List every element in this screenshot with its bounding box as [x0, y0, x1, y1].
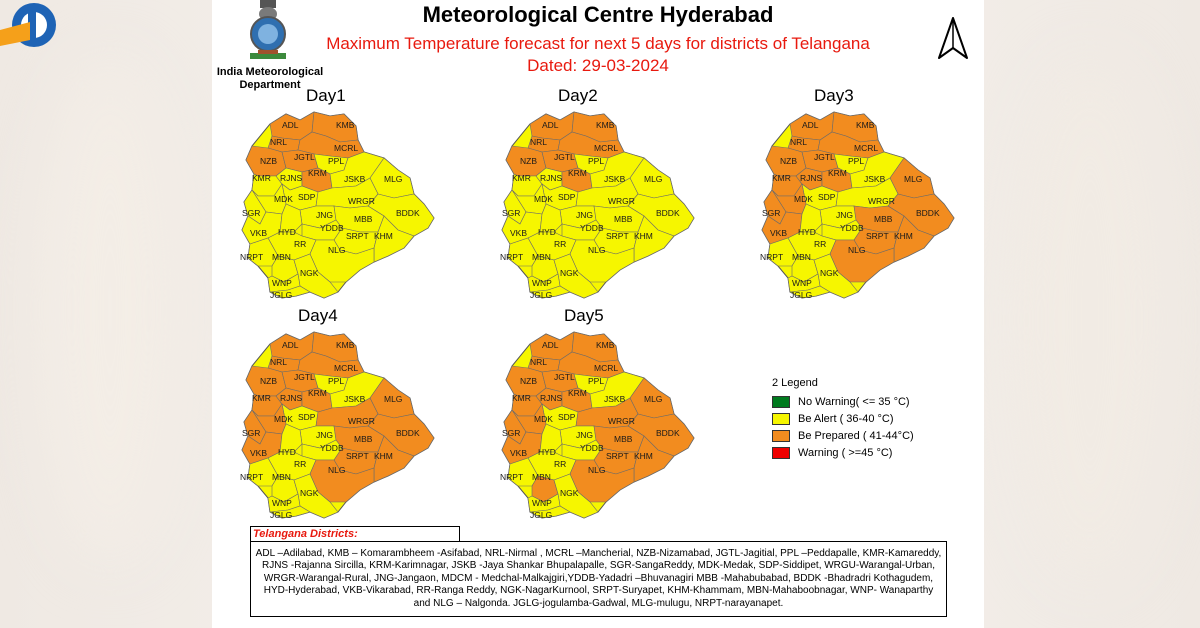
day3-label: Day3 — [814, 86, 854, 105]
district-label-sgr: SGR — [242, 428, 261, 438]
district-label-jskb: JSKB — [864, 174, 886, 184]
district-label-srpt: SRPT — [606, 451, 629, 461]
district-label-mcrl: MCRL — [594, 363, 619, 373]
district-label-hyd: HYD — [538, 227, 556, 237]
district-label-krm: KRM — [568, 168, 587, 178]
background-blur-right — [1010, 60, 1170, 580]
district-label-nrpt: NRPT — [760, 252, 784, 262]
district-label-bddk: BDDK — [656, 208, 680, 218]
district-label-sdp: SDP — [558, 412, 576, 422]
district-label-wrgr: WRGR — [348, 416, 375, 426]
district-label-vkb: VKB — [770, 228, 788, 238]
district-label-bddk: BDDK — [916, 208, 940, 218]
district-label-mbn: MBN — [272, 472, 291, 482]
district-label-srpt: SRPT — [606, 231, 629, 241]
district-label-nlg: NLG — [328, 465, 346, 475]
district-label-rjns: RJNS — [280, 173, 303, 183]
district-label-mdk: MDK — [794, 194, 813, 204]
district-label-mlg: MLG — [384, 394, 403, 404]
district-label-yddb: YDDB — [840, 223, 864, 233]
district-label-kmb: KMB — [336, 340, 355, 350]
district-label-ngk: NGK — [300, 488, 319, 498]
district-label-hyd: HYD — [798, 227, 816, 237]
district-label-srpt: SRPT — [346, 231, 369, 241]
legend-label: Be Alert ( 36-40 °C) — [798, 412, 894, 425]
legend-label: Be Prepared ( 41-44°C) — [798, 429, 914, 442]
district-label-wrgr: WRGR — [608, 196, 635, 206]
district-label-hyd: HYD — [278, 227, 296, 237]
district-label-jng: JNG — [576, 430, 593, 440]
district-label-sdp: SDP — [558, 192, 576, 202]
district-label-jgtl: JGTL — [814, 152, 835, 162]
legend-label: Warning ( >=45 °C) — [798, 446, 893, 459]
district-label-adl: ADL — [802, 120, 819, 130]
district-label-kmr: KMR — [512, 173, 531, 183]
district-label-mbn: MBN — [532, 472, 551, 482]
day3-map — [758, 106, 964, 302]
legend-swatch-orange — [772, 430, 790, 442]
day2-map — [498, 106, 704, 302]
district-label-yddb: YDDB — [320, 443, 344, 453]
district-label-wnp: WNP — [272, 278, 292, 288]
district-label-khm: KHM — [634, 231, 653, 241]
day1-map — [238, 106, 444, 302]
district-label-jng: JNG — [576, 210, 593, 220]
district-label-ngk: NGK — [560, 488, 579, 498]
legend-item-warning — [772, 444, 914, 461]
district-label-sgr: SGR — [502, 208, 521, 218]
district-label-nrpt: NRPT — [240, 472, 264, 482]
district-label-nrpt: NRPT — [500, 472, 524, 482]
district-label-nlg: NLG — [328, 245, 346, 255]
district-label-sdp: SDP — [298, 412, 316, 422]
district-label-kmb: KMB — [336, 120, 355, 130]
district-label-ngk: NGK — [560, 268, 579, 278]
page-subtitle: Maximum Temperature forecast for next 5 days for districts of Telangana — [326, 34, 870, 53]
legend-title: 2 Legend — [772, 377, 818, 389]
district-label-mlg: MLG — [644, 394, 663, 404]
districts-line: ADL –Adilabad, KMB – Komarambheem -Asifabad, NRL-Nirmal , MCRL –Mancherial, NZB-Nizamabad, JGTL-Jagitial, PPL –Peddapalle, KMR-Kamareddy, — [255, 548, 942, 559]
district-label-mcrl: MCRL — [334, 143, 359, 153]
district-label-nlg: NLG — [848, 245, 866, 255]
district-label-rjns: RJNS — [800, 173, 823, 183]
district-label-ppl: PPL — [588, 156, 605, 166]
district-label-nzb: NZB — [260, 376, 277, 386]
district-label-mbn: MBN — [272, 252, 291, 262]
district-label-nzb: NZB — [520, 156, 537, 166]
district-label-srpt: SRPT — [346, 451, 369, 461]
district-label-krm: KRM — [568, 388, 587, 398]
district-label-kmr: KMR — [512, 393, 531, 403]
district-label-srpt: SRPT — [866, 231, 889, 241]
district-label-khm: KHM — [374, 231, 393, 241]
district-label-mbb: MBB — [874, 214, 893, 224]
page-title: Meteorological Centre Hyderabad — [422, 2, 774, 27]
district-label-mdk: MDK — [274, 414, 293, 424]
district-label-ppl: PPL — [328, 376, 345, 386]
district-label-nrl: NRL — [270, 137, 288, 147]
district-label-mlg: MLG — [384, 174, 403, 184]
district-label-jskb: JSKB — [344, 394, 366, 404]
district-label-jglg: JGLG — [530, 510, 553, 520]
district-label-mbb: MBB — [354, 214, 373, 224]
district-label-jskb: JSKB — [604, 394, 626, 404]
district-label-khm: KHM — [894, 231, 913, 241]
legend-swatch-green — [772, 396, 790, 408]
district-label-ppl: PPL — [588, 376, 605, 386]
district-label-wnp: WNP — [272, 498, 292, 508]
district-label-jglg: JGLG — [270, 510, 293, 520]
district-label-rr: RR — [814, 239, 827, 249]
district-label-nlg: NLG — [588, 465, 606, 475]
district-label-bddk: BDDK — [396, 208, 420, 218]
district-label-nlg: NLG — [588, 245, 606, 255]
district-label-nrpt: NRPT — [500, 252, 524, 262]
district-label-nzb: NZB — [260, 156, 277, 166]
district-label-sdp: SDP — [298, 192, 316, 202]
district-label-nzb: NZB — [780, 156, 797, 166]
district-label-mdk: MDK — [534, 194, 553, 204]
day2-label: Day2 — [558, 86, 598, 105]
district-label-mbn: MBN — [532, 252, 551, 262]
district-label-vkb: VKB — [510, 448, 528, 458]
district-label-wrgr: WRGR — [868, 196, 895, 206]
district-label-mbb: MBB — [354, 434, 373, 444]
district-label-kmb: KMB — [596, 120, 615, 130]
district-label-mlg: MLG — [644, 174, 663, 184]
district-label-hyd: HYD — [278, 447, 296, 457]
district-label-jskb: JSKB — [604, 174, 626, 184]
brand-logo-icon — [0, 0, 62, 52]
background-blur-left — [40, 60, 180, 560]
district-label-adl: ADL — [282, 340, 299, 350]
district-label-vkb: VKB — [250, 228, 268, 238]
districts-line: and NLG – Nalgonda. JGLG-jogulamba-Gadwal, MLG-mulugu, NRPT-narayanapet. — [413, 597, 784, 609]
forecast-sheet — [212, 0, 984, 628]
district-label-nrpt: NRPT — [240, 252, 264, 262]
forecast-date: Dated: 29-03-2024 — [527, 56, 669, 75]
district-label-krm: KRM — [828, 168, 847, 178]
district-label-vkb: VKB — [510, 228, 528, 238]
districts-line: WRGR-Warangal-Rural, JNG-Jangaon, MDCM - Medchal-Malkajgiri,YDDB-Yadadri –Bhuvanagiri MBB -Mahabubabad, BDDK -Bhadradri Kothagudem, — [263, 572, 934, 584]
district-label-jgtl: JGTL — [554, 152, 575, 162]
district-label-jng: JNG — [316, 210, 333, 220]
day5-label: Day5 — [564, 306, 604, 325]
district-label-khm: KHM — [374, 451, 393, 461]
district-label-sdp: SDP — [818, 192, 836, 202]
district-label-jglg: JGLG — [270, 290, 293, 300]
district-label-rjns: RJNS — [540, 173, 563, 183]
legend-item-be-alert — [772, 410, 914, 427]
districts-line: RJNS -Rajanna Sircilla, KRM-Karimnagar, JSKB -Jaya Shankar Bhupalapalle, SGR-SangaReddy, MDK-Medak, SDP-Siddipet, WRGU-Warangal-Urban, — [261, 560, 936, 572]
district-label-mbb: MBB — [614, 434, 633, 444]
district-label-sgr: SGR — [762, 208, 781, 218]
legend-swatch-yellow — [772, 413, 790, 425]
district-label-wnp: WNP — [532, 278, 552, 288]
legend-swatch-red — [772, 447, 790, 459]
district-label-kmb: KMB — [596, 340, 615, 350]
district-label-kmr: KMR — [252, 173, 271, 183]
day5-map — [498, 326, 704, 522]
district-label-mcrl: MCRL — [854, 143, 879, 153]
district-label-jglg: JGLG — [530, 290, 553, 300]
district-label-krm: KRM — [308, 168, 327, 178]
district-label-vkb: VKB — [250, 448, 268, 458]
district-label-ngk: NGK — [820, 268, 839, 278]
district-label-yddb: YDDB — [320, 223, 344, 233]
district-label-mdk: MDK — [274, 194, 293, 204]
district-label-rr: RR — [294, 459, 307, 469]
district-label-mdk: MDK — [534, 414, 553, 424]
district-label-sgr: SGR — [242, 208, 261, 218]
district-label-mbn: MBN — [792, 252, 811, 262]
district-label-nrl: NRL — [790, 137, 808, 147]
legend-label: No Warning( <= 35 °C) — [798, 395, 910, 408]
district-label-rr: RR — [294, 239, 307, 249]
district-label-jng: JNG — [836, 210, 853, 220]
district-label-jng: JNG — [316, 430, 333, 440]
legend — [772, 377, 914, 461]
districts-title: Telangana Districts: — [250, 526, 460, 542]
department-name: India Meteorological Department — [216, 66, 324, 91]
district-label-kmr: KMR — [252, 393, 271, 403]
district-label-sgr: SGR — [502, 428, 521, 438]
district-label-jskb: JSKB — [344, 174, 366, 184]
day1-label: Day1 — [306, 86, 346, 105]
district-label-wnp: WNP — [792, 278, 812, 288]
district-label-rjns: RJNS — [540, 393, 563, 403]
district-label-ngk: NGK — [300, 268, 319, 278]
district-label-krm: KRM — [308, 388, 327, 398]
district-label-nzb: NZB — [520, 376, 537, 386]
district-label-jgtl: JGTL — [294, 372, 315, 382]
legend-item-no-warning — [772, 393, 914, 410]
district-label-jglg: JGLG — [790, 290, 813, 300]
district-label-ppl: PPL — [328, 156, 345, 166]
day4-label: Day4 — [298, 306, 338, 325]
district-label-bddk: BDDK — [656, 428, 680, 438]
district-label-mcrl: MCRL — [594, 143, 619, 153]
district-label-mbb: MBB — [614, 214, 633, 224]
district-label-mcrl: MCRL — [334, 363, 359, 373]
district-label-kmr: KMR — [772, 173, 791, 183]
district-label-rjns: RJNS — [280, 393, 303, 403]
district-label-jgtl: JGTL — [294, 152, 315, 162]
district-label-rr: RR — [554, 459, 567, 469]
district-label-wnp: WNP — [532, 498, 552, 508]
district-label-ppl: PPL — [848, 156, 865, 166]
district-label-wrgr: WRGR — [348, 196, 375, 206]
district-label-adl: ADL — [542, 120, 559, 130]
district-label-yddb: YDDB — [580, 443, 604, 453]
district-label-adl: ADL — [542, 340, 559, 350]
district-label-nrl: NRL — [530, 137, 548, 147]
district-label-jgtl: JGTL — [554, 372, 575, 382]
district-label-kmb: KMB — [856, 120, 875, 130]
districts-key — [250, 541, 947, 617]
district-label-bddk: BDDK — [396, 428, 420, 438]
district-label-nrl: NRL — [530, 357, 548, 367]
legend-item-be-prepared — [772, 427, 914, 444]
district-label-adl: ADL — [282, 120, 299, 130]
day4-map — [238, 326, 444, 522]
district-label-khm: KHM — [634, 451, 653, 461]
district-label-yddb: YDDB — [580, 223, 604, 233]
district-label-hyd: HYD — [538, 447, 556, 457]
north-arrow-icon — [936, 16, 970, 60]
districts-line: HYD-Hyderabad, VKB-Vikarabad, RR-Ranga Reddy, NGK-NagarKurnool, SRPT-Suryapet, KHM-Khammam, MBN-Mahaboobnagar, WNP- Wanaparthy — [263, 585, 934, 597]
district-label-nrl: NRL — [270, 357, 288, 367]
district-label-rr: RR — [554, 239, 567, 249]
district-label-mlg: MLG — [904, 174, 923, 184]
district-label-wrgr: WRGR — [608, 416, 635, 426]
